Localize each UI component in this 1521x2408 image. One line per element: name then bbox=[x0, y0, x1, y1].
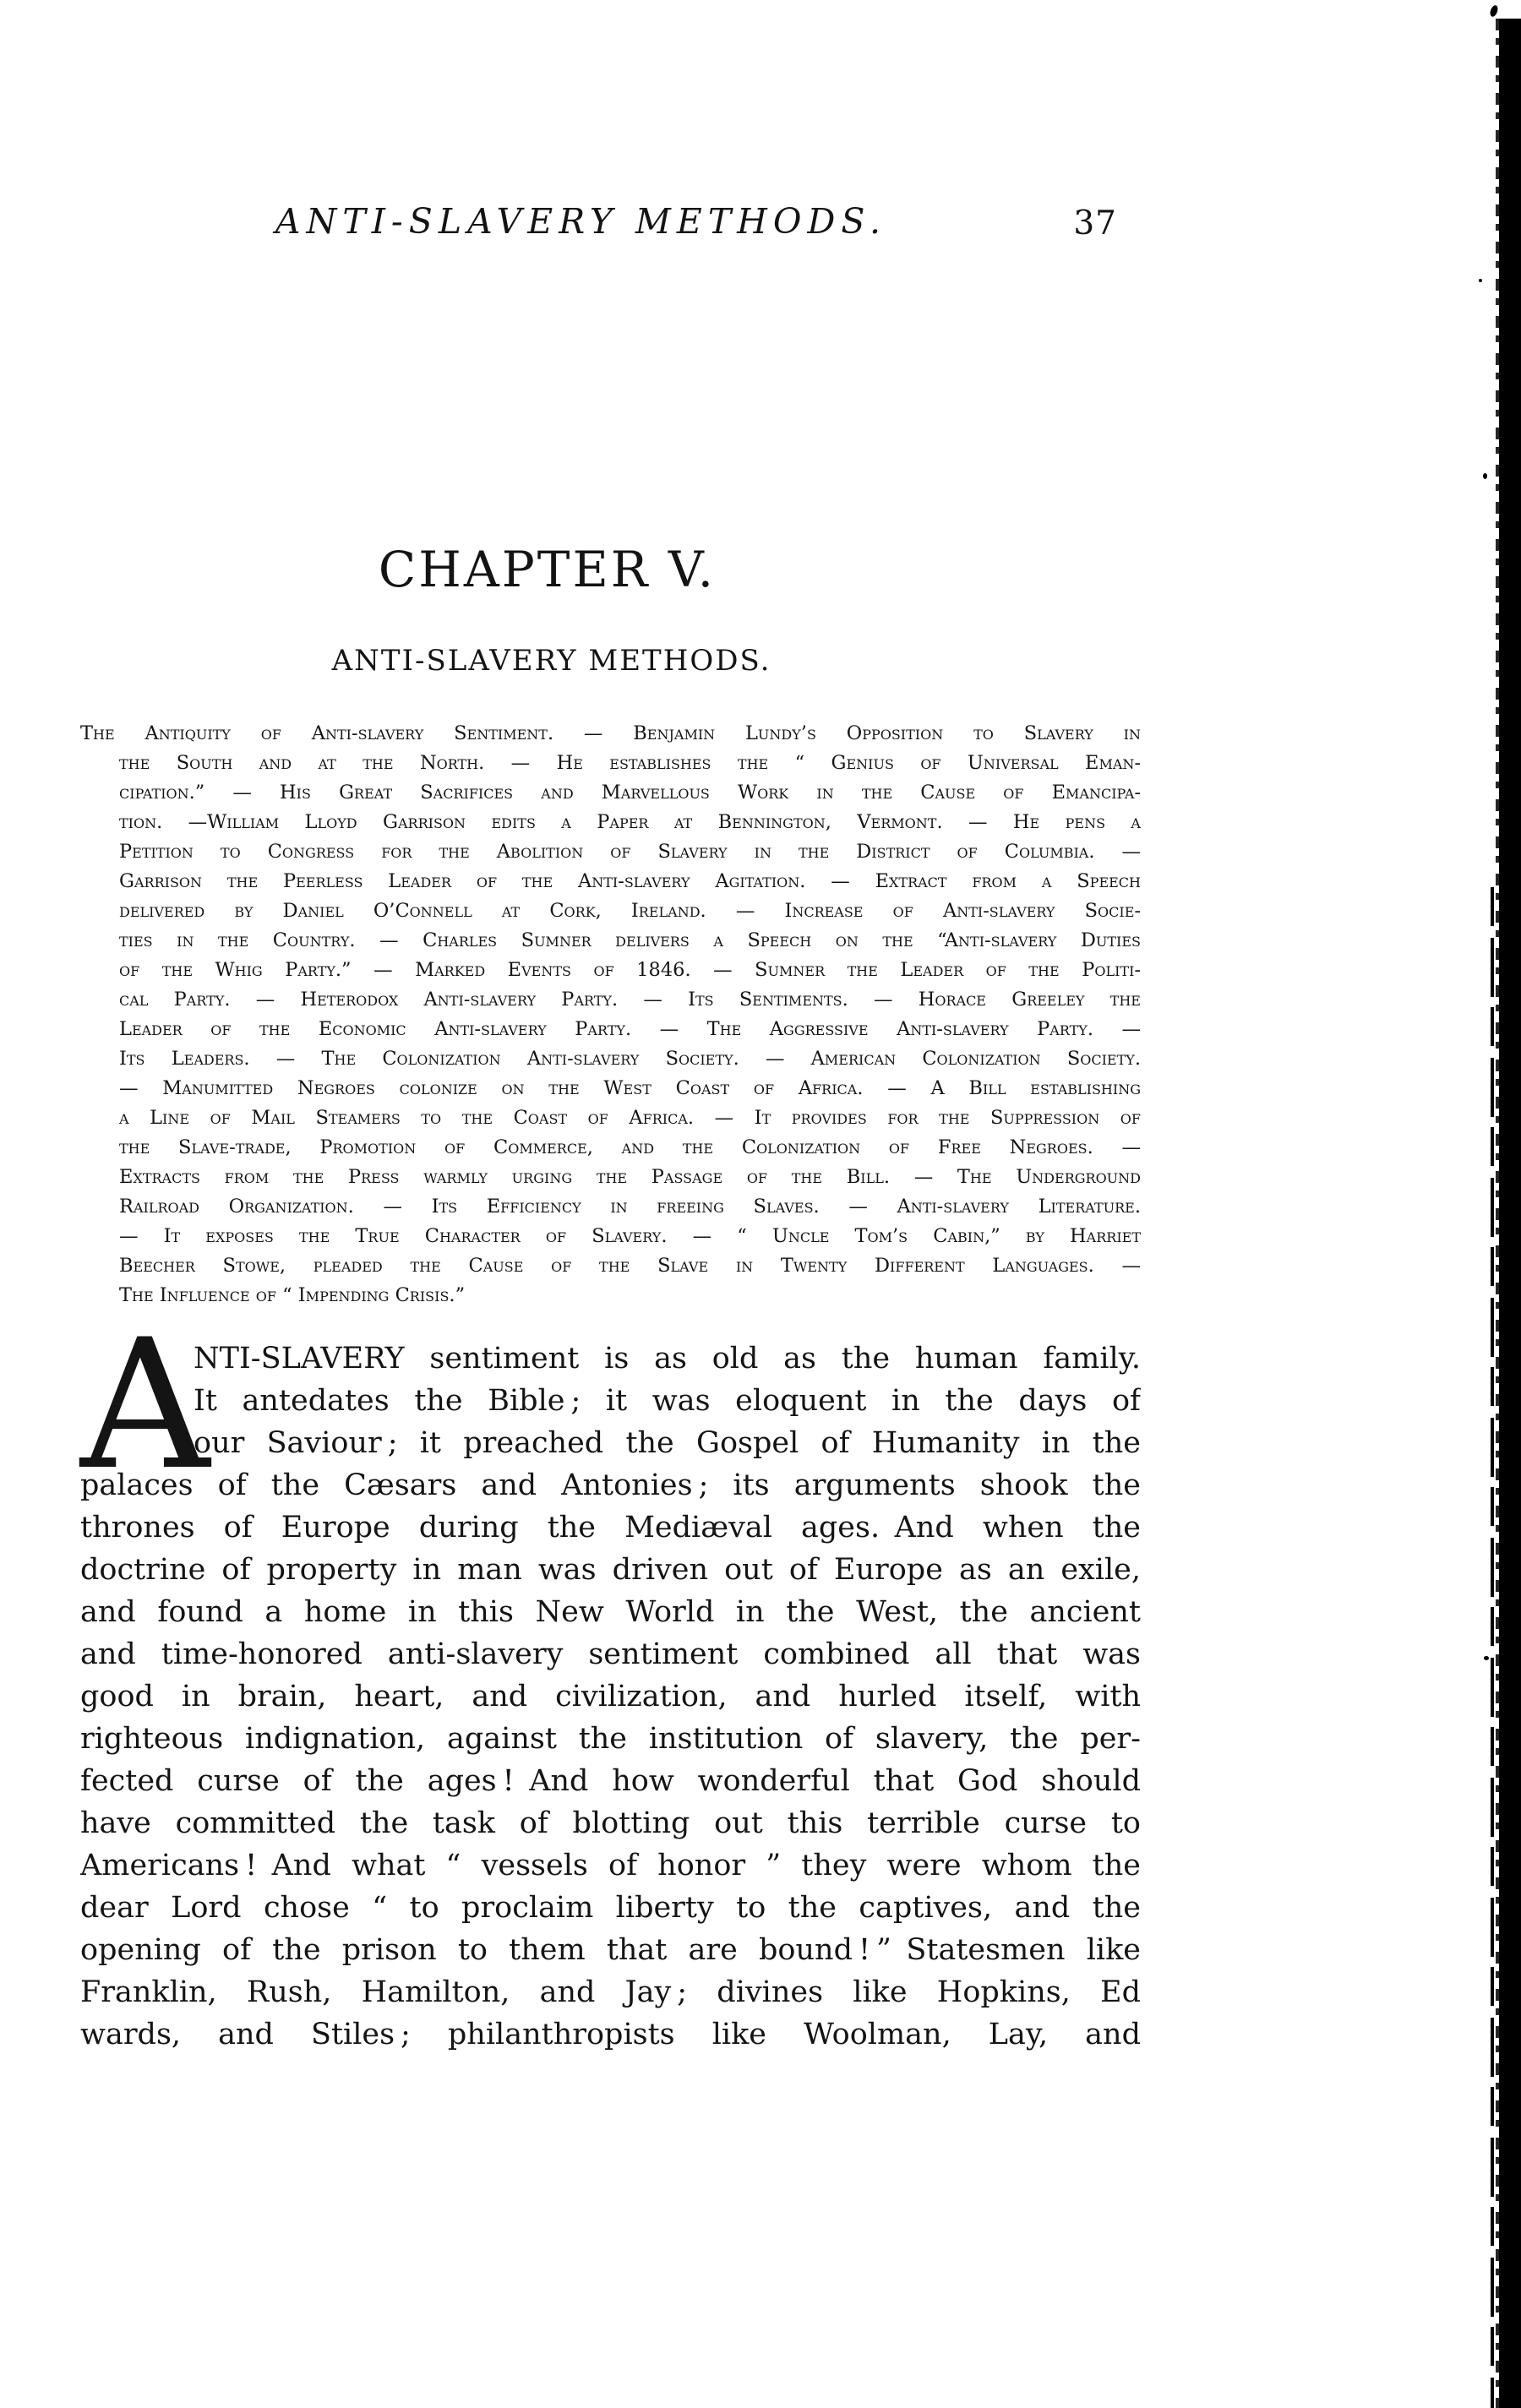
summary-line: The Influence of “ Impending Crisis.” bbox=[119, 1284, 466, 1306]
scan-gutter-ragged-edge bbox=[1496, 19, 1501, 2408]
summary-line: Leader of the Economic Anti-slavery Party. — The Aggressive Anti-slavery Party. — bbox=[119, 1018, 1141, 1040]
body-line: dear Lord chose “ to proclaim liberty to the captives, and the bbox=[80, 1891, 1141, 1925]
summary-line: Extracts from the Press warmly urging the Passage of the Bill. — The Underground bbox=[119, 1166, 1141, 1188]
body-line: and found a home in this New World in the West, the ancient bbox=[80, 1595, 1141, 1629]
scan-speck bbox=[1489, 4, 1499, 18]
body-line: fected curse of the ages ! And how wonderful that God should bbox=[80, 1764, 1141, 1798]
summary-line: tion. —William Lloyd Garrison edits a Paper at Bennington, Vermont. — He pens a bbox=[119, 811, 1141, 833]
scan-speck bbox=[1484, 1656, 1489, 1660]
summary-line: Garrison the Peerless Leader of the Anti-slavery Agitation. — Extract from a Speech bbox=[119, 870, 1141, 892]
drop-cap bbox=[80, 1300, 210, 1509]
scan-gutter-crease-line bbox=[1491, 887, 1494, 2408]
body-line: Americans ! And what “ vessels of honor ” they were whom the bbox=[80, 1849, 1141, 1882]
summary-line: of the Whig Party.” — Marked Events of 1846. — Sumner the Leader of the Politi- bbox=[119, 959, 1141, 981]
summary-line: cal Party. — Heterodox Anti-slavery Party. — Its Sentiments. — Horace Greeley the bbox=[119, 989, 1141, 1011]
chapter-summary bbox=[80, 719, 1141, 1310]
body-paragraph bbox=[80, 1300, 1141, 2056]
body-line: righteous indignation, against the institution of slavery, the per- bbox=[80, 1722, 1141, 1756]
chapter-subtitle: ANTI-SLAVERY METHODS. bbox=[331, 644, 771, 678]
scan-speck bbox=[1479, 279, 1482, 282]
summary-line: Its Leaders. — The Colonization Anti-slavery Society. — American Colonization Society. bbox=[119, 1048, 1141, 1070]
summary-line: The Antiquity of Anti-slavery Sentiment. — Benjamin Lundy’s Opposition to Slavery in bbox=[80, 722, 1141, 744]
body-line: Franklin, Rush, Hamilton, and Jay ; divines like Hopkins, Ed bbox=[80, 1975, 1141, 2009]
body-line: our Saviour ; it preached the Gospel of Humanity in the bbox=[194, 1426, 1141, 1460]
body-line: wards, and Stiles ; philanthropists like Woolman, Lay, and bbox=[80, 2018, 1141, 2051]
chapter-title: CHAPTER V. bbox=[378, 541, 717, 598]
running-header bbox=[80, 201, 1141, 252]
body-line: good in brain, heart, and civilization, and hurled itself, with bbox=[80, 1680, 1141, 1713]
summary-line: ties in the Country. — Charles Sumner delivers a Speech on the “Anti-slavery Duties bbox=[119, 929, 1141, 951]
summary-line: — Manumitted Negroes colonize on the West Coast of Africa. — A Bill establishing bbox=[119, 1077, 1141, 1099]
running-title: ANTI-SLAVERY METHODS. bbox=[275, 201, 887, 242]
body-line: have committed the task of blotting out this terrible curse to bbox=[80, 1806, 1141, 1840]
body-line: palaces of the Cæsars and Antonies ; its arguments shook the bbox=[80, 1468, 1141, 1502]
summary-line: the South and at the North. — He establishes the “ Genius of Universal Eman- bbox=[119, 752, 1141, 774]
body-line: It antedates the Bible ; it was eloquent in the days of bbox=[194, 1384, 1141, 1418]
scan-speck bbox=[1483, 473, 1487, 479]
summary-line: — It exposes the True Character of Slavery. — “ Uncle Tom’s Cabin,” by Harriet bbox=[119, 1225, 1141, 1247]
drop-cap-letter: A bbox=[80, 1300, 210, 1509]
body-line: NTI-SLAVERY sentiment is as old as the human family. bbox=[194, 1342, 1141, 1376]
summary-line: delivered by Daniel O’Connell at Cork, Ireland. — Increase of Anti-slavery Socie- bbox=[119, 900, 1141, 922]
body-line: doctrine of property in man was driven out of Europe as an exile, bbox=[80, 1553, 1141, 1587]
body-line: and time-honored anti-slavery sentiment combined all that was bbox=[80, 1637, 1141, 1671]
summary-line: Petition to Congress for the Abolition of Slavery in the District of Columbia. — bbox=[119, 841, 1141, 863]
summary-line: Railroad Organization. — Its Efficiency in freeing Slaves. — Anti-slavery Literature. bbox=[119, 1196, 1141, 1218]
summary-line: the Slave-trade, Promotion of Commerce, and the Colonization of Free Negroes. — bbox=[119, 1136, 1141, 1158]
page-number: 37 bbox=[1073, 204, 1117, 242]
summary-line: Beecher Stowe, pleaded the Cause of the Slave in Twenty Different Languages. — bbox=[119, 1255, 1141, 1277]
body-line: thrones of Europe during the Mediæval ages. And when the bbox=[80, 1511, 1141, 1544]
scan-gutter-edge bbox=[1499, 19, 1521, 2408]
summary-line: cipation.” — His Great Sacrifices and Marvellous Work in the Cause of Emancipa- bbox=[119, 782, 1141, 804]
body-line: opening of the prison to them that are bound ! ” Statesmen like bbox=[80, 1933, 1141, 1967]
summary-line: a Line of Mail Steamers to the Coast of Africa. — It provides for the Suppression of bbox=[119, 1107, 1141, 1129]
